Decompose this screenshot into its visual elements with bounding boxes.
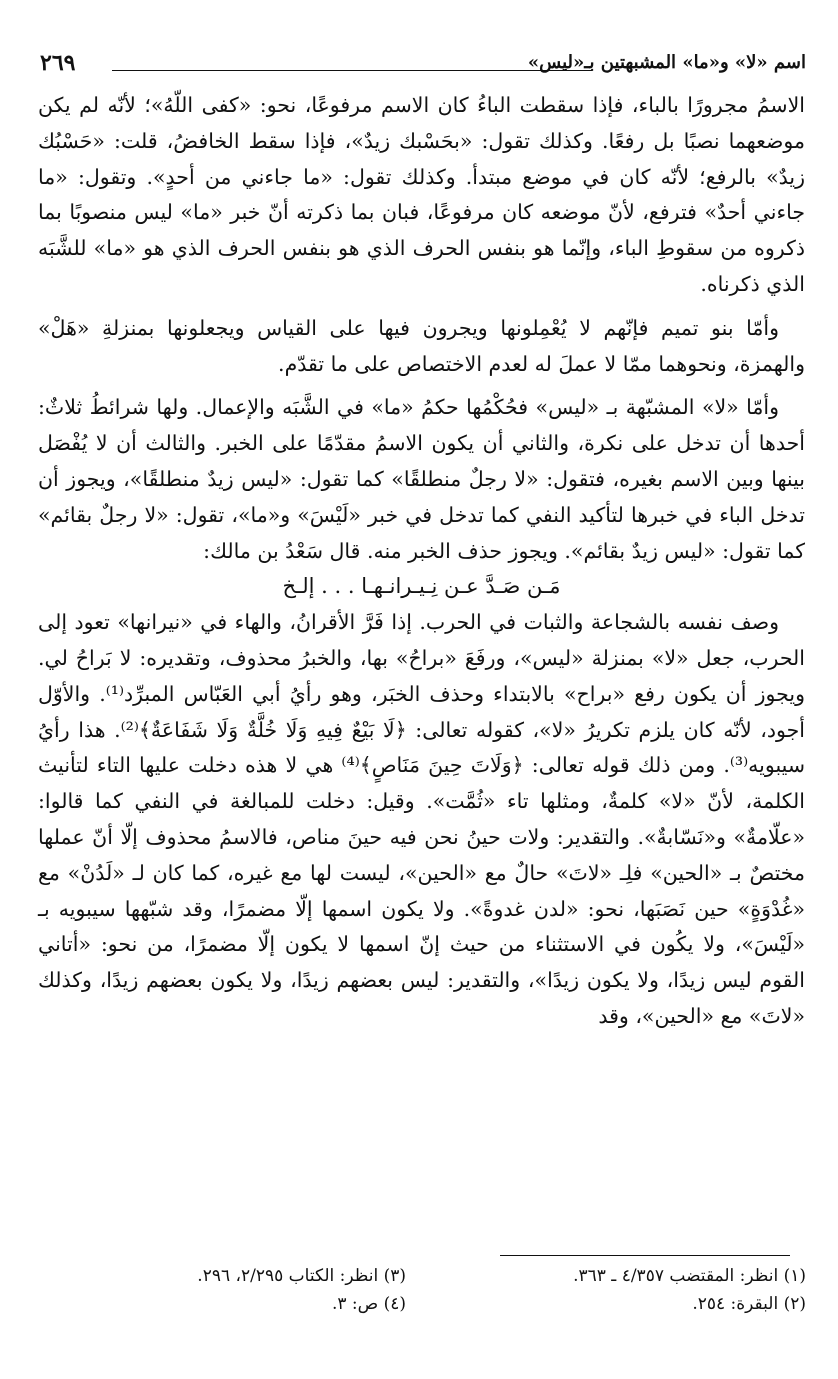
footnote-2: (٢) البقرة: ٢٥٤.	[692, 1294, 806, 1314]
paragraph-3: وأمّا «لا» المشبّهة بـ «ليس» فحُكْمُها حكمُ «ما» في الشَّبَه والإعمال. ولها شرائطُ ثلاثٌ: أحدها أن تدخل على نكرة، والثاني أن يكون الاسمُ مقدّمًا على الخبر. والثالث أن لا يُفْصَل بينها وبين الاسم بغيره، فتقول: «لا رجلٌ منطلقًا» كما تقول: «ليس زيدٌ منطلقًا»، ويجوز أن تدخل الباء في خبرها لتأكيد النفي كما تدخل في خبر «لَيْسَ» و«ما»، تقول: «لا رجلٌ بقائم» كما تقول: «ليس زيدٌ بقائم». ويجوز حذف الخبر منه. قال سَعْدُ بن مالك:	[38, 395, 805, 563]
footnote-4: (٤) ص: ٣.	[331, 1294, 406, 1314]
paragraph-1: الاسمُ مجرورًا بالباء، فإذا سقطت الباءُ كان الاسم مرفوعًا، نحو: «كفى اللّهُ»؛ لأنّه لم يكن موضعهما نصبًا بل رفعًا. وكذلك تقول: «بحَسْبك زيدٌ»، فإذا سقط الخافضُ، قلت: «حَسْبُك زيدٌ» بالرفع؛ لأنّه كان في موضع مبتدأ. وكذلك تقول: «ما جاءني من أحدٍ». وتقول: «ما جاءني أحدٌ» فترفع، لأنّ موضعه كان مرفوعًا، فبان بما ذكرته أنّ خبر «ما» ليس منصوبًا بما ذكروه من سقوطِ الباء، وإنّما هو بنفس الحرف الذي هو بنفس الحرف الذي هو «ما» للشَّبَه الذي ذكرناه.	[38, 93, 805, 296]
footnotes	[40, 1262, 806, 1342]
page-header	[30, 48, 810, 84]
header-rule	[112, 70, 592, 71]
footnote-1: (١) انظر: المقتضب ٤/٣٥٧ ـ ٣٦٣.	[573, 1266, 806, 1286]
paragraph-4: وصف نفسه بالشجاعة والثبات في الحرب. إذا فَرَّ الأقرانُ، والهاء في «نيرانها» تعود إلى الحرب، جعل «لا» بمنزلة «ليس»، ورفَعَ «براحُ» بها، والخبرُ محذوف، وتقديره: لا بَراحُ لي. ويجوز أن يكون رفع «براح» بالابتداء وحذف الخبَر، وهو رأيُ أبي العَبّاس المبرِّد⁽¹⁾. والأوّل أجود، لأنّه كان يلزم تكريرُ «لا»، كقوله تعالى: ﴿لَا بَيْعٌ فِيهِ وَلَا خُلَّةٌ وَلَا شَفَاعَةٌ﴾⁽²⁾. هذا رأيُ سيبويه⁽³⁾. ومن ذلك قوله تعالى: ﴿وَلَاتَ حِينَ مَنَاصٍ﴾⁽⁴⁾ هي لا هذه دخلت عليها التاء لتأنيث الكلمة، لأنّ «لا» كلمةٌ، ومثلها تاء «ثُمَّت». وقيل: دخلت للمبالغة في النفي كما قالوا: «علّامةٌ» و«نَسّابةٌ». والتقدير: ولات حينُ نحن فيه حينَ مناص، فالاسمُ محذوف إلّا أنّ عملها مختصٌ بـ «الحين» فلِـ «لاتَ» حالٌ مع «الحين»، ليست لها مع غيره، كما كان لـ «لَدُنْ» مع «غُدْوَةٍ» حين نَصَبَها، نحو: «لدن غدوةً». ولا يكون اسمها إلّا مضمرًا، وقد شبّهها سيبويه بـ «لَيْسَ»، ولا يكُون في الاستثناء من حيث إنّ اسمها لا يكون إلّا مضمرًا، من نحو: «أتاني القوم ليس زيدًا، ولا يكون زيدًا»، والتقدير: ليس بعضهم زيدًا، ولا يكون بعضهم زيدًا، وكذلك «لاتَ» مع «الحين»، وقد	[38, 610, 805, 1028]
paragraph-2: وأمّا بنو تميم فإنّهم لا يُعْمِلونها ويجرون فيها على القياس ويجعلونها بمنزلةِ «هَلْ» والهمزة، ونحوهما ممّا لا عملَ له لعدم الاختصاص على ما تقدّم.	[38, 315, 805, 376]
page-number: ٢٦٩	[40, 50, 76, 76]
footnote-3: (٣) انظر: الكتاب ٢/٢٩٥، ٢٩٦.	[197, 1266, 406, 1286]
footnote-rule	[500, 1255, 790, 1256]
running-title: اسم «لا» و«ما» المشبهتين بـ«ليس»	[527, 52, 806, 73]
verse-line: مَـن صَـدَّ عـن نِـيـرانـهـا . . . إلـخ	[282, 574, 561, 599]
main-text	[38, 88, 805, 1035]
